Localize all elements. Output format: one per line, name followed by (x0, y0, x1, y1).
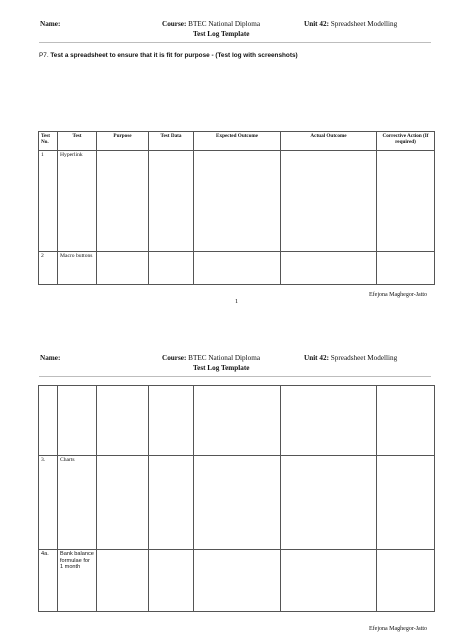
col-header-test-data: Test Data (149, 132, 194, 151)
test-data-cell (149, 151, 194, 252)
header-rule (39, 42, 431, 43)
test-no-cell: 3. (39, 456, 58, 550)
expected-outcome-cell (194, 151, 281, 252)
col-header-test: Test (58, 132, 97, 151)
test-data-cell (149, 386, 194, 456)
course-label: Course: (162, 354, 187, 362)
course-info (162, 354, 260, 362)
course-value: BTEC National Diploma (188, 20, 261, 28)
actual-outcome-cell (281, 386, 377, 456)
unit-label: Unit 42: (304, 20, 329, 28)
expected-outcome-cell (194, 550, 281, 612)
expected-outcome-cell (194, 456, 281, 550)
corrective-action-cell (377, 252, 435, 285)
test-no-cell (39, 386, 58, 456)
col-header-corrective-action: Corrective Action (If required) (377, 132, 435, 151)
task-text: Test a spreadsheet to ensure that it is fit for purpose - (Test log with screenshots) (50, 52, 298, 59)
col-header-actual-outcome: Actual Outcome (281, 132, 377, 151)
table-row (39, 252, 435, 285)
test-log-table (38, 385, 435, 612)
unit-value: Spreadsheet Modelling (330, 20, 398, 28)
corrective-action-cell (377, 456, 435, 550)
actual-outcome-cell (281, 252, 377, 285)
col-header-purpose: Purpose (97, 132, 149, 151)
unit-info (304, 20, 397, 28)
test-cell: Bank balance formulae for 1 month (58, 550, 97, 612)
header-rule (39, 376, 431, 377)
unit-info (304, 354, 397, 362)
task-code: P7. (39, 52, 49, 59)
corrective-action-cell (377, 386, 435, 456)
test-data-cell (149, 252, 194, 285)
col-header-expected-outcome: Expected Outcome (194, 132, 281, 151)
name-label: Name: (40, 354, 61, 362)
test-data-cell (149, 456, 194, 550)
test-no-cell: 2 (39, 252, 58, 285)
table-row (39, 550, 435, 612)
test-no-cell: 4a. (39, 550, 58, 612)
expected-outcome-cell (194, 252, 281, 285)
template-title: Test Log Template (193, 364, 250, 372)
page-2 (0, 345, 474, 632)
author-name: Efejona Maghegor-Jatto (369, 292, 428, 298)
test-data-cell (149, 550, 194, 612)
author-name: Efejona Maghegor-Jatto (369, 626, 428, 632)
test-log-table (38, 131, 435, 285)
actual-outcome-cell (281, 550, 377, 612)
purpose-cell (97, 456, 149, 550)
unit-value: Spreadsheet Modelling (330, 354, 398, 362)
template-title: Test Log Template (193, 30, 250, 38)
table-header-row (39, 132, 435, 151)
course-value: BTEC National Diploma (188, 354, 261, 362)
test-cell: Charts (58, 456, 97, 550)
name-label: Name: (40, 20, 61, 28)
page-number: 1 (235, 298, 239, 305)
table-row (39, 456, 435, 550)
course-info (162, 20, 260, 28)
actual-outcome-cell (281, 151, 377, 252)
expected-outcome-cell (194, 386, 281, 456)
test-no-cell: 1 (39, 151, 58, 252)
unit-label: Unit 42: (304, 354, 329, 362)
task-description (39, 52, 298, 59)
col-header-test-no: Test No. (39, 132, 58, 151)
purpose-cell (97, 252, 149, 285)
course-label: Course: (162, 20, 187, 28)
table-row (39, 151, 435, 252)
test-cell: Macro buttons (58, 252, 97, 285)
test-cell (58, 386, 97, 456)
actual-outcome-cell (281, 456, 377, 550)
corrective-action-cell (377, 151, 435, 252)
table-row (39, 386, 435, 456)
purpose-cell (97, 386, 149, 456)
test-cell: Hyperlink (58, 151, 97, 252)
purpose-cell (97, 550, 149, 612)
purpose-cell (97, 151, 149, 252)
corrective-action-cell (377, 550, 435, 612)
